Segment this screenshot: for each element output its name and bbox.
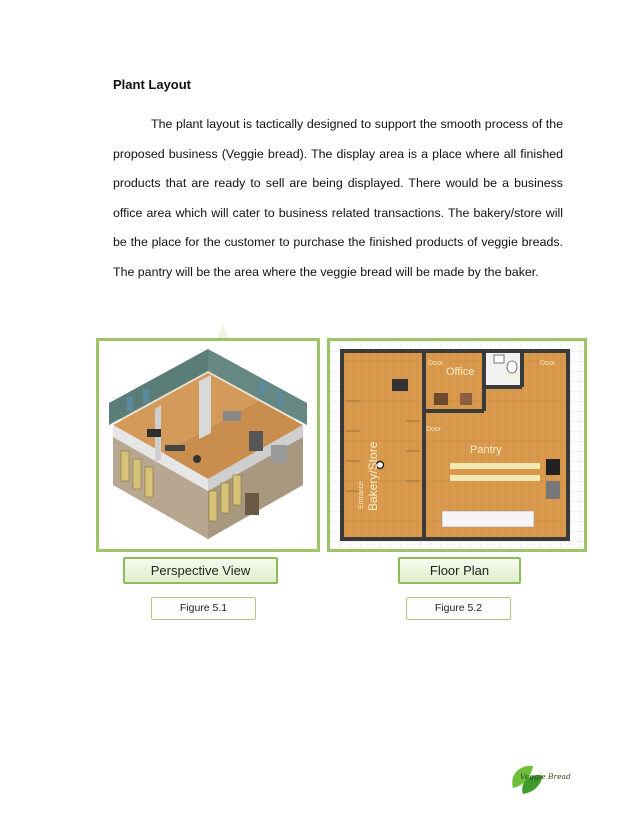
- perspective-view-image: [96, 338, 320, 552]
- perspective-view-caption: Perspective View: [123, 557, 278, 584]
- section-heading: Plant Layout: [113, 77, 192, 92]
- floor-plan-image: [327, 338, 587, 552]
- floor-plan-label-bakery-store: Bakery/Store: [366, 441, 380, 511]
- floor-plan-label-door-2: Door: [540, 360, 556, 367]
- floor-plan-caption: Floor Plan: [398, 557, 521, 584]
- floor-plan-label-cr: CR: [506, 373, 521, 384]
- body-paragraph: The plant layout is tactically designed to support the smooth process of the proposed business (Veggie bread). The display area is a place where all finished products that are ready to sell are being displayed. There would be a business office area which will cater to business related transactions. The bakery/store will be the place for the customer to purchase the finished products of veggie breads. The pantry will be the area where the veggie bread will be made by the baker.: [113, 117, 563, 279]
- floor-plan-label-door-3: Door: [426, 426, 442, 433]
- figure-label-1: Figure 5.1: [151, 597, 256, 620]
- floor-plan-label-door-1: Door: [428, 360, 444, 367]
- figure-label-2: Figure 5.2: [406, 597, 511, 620]
- floor-plan-label-entrance: Entrance: [358, 480, 365, 509]
- floor-plan-label-pantry: Pantry: [470, 444, 502, 456]
- logo-text: Veggie Bread: [520, 772, 571, 781]
- floor-plan-label-office: Office: [446, 366, 475, 378]
